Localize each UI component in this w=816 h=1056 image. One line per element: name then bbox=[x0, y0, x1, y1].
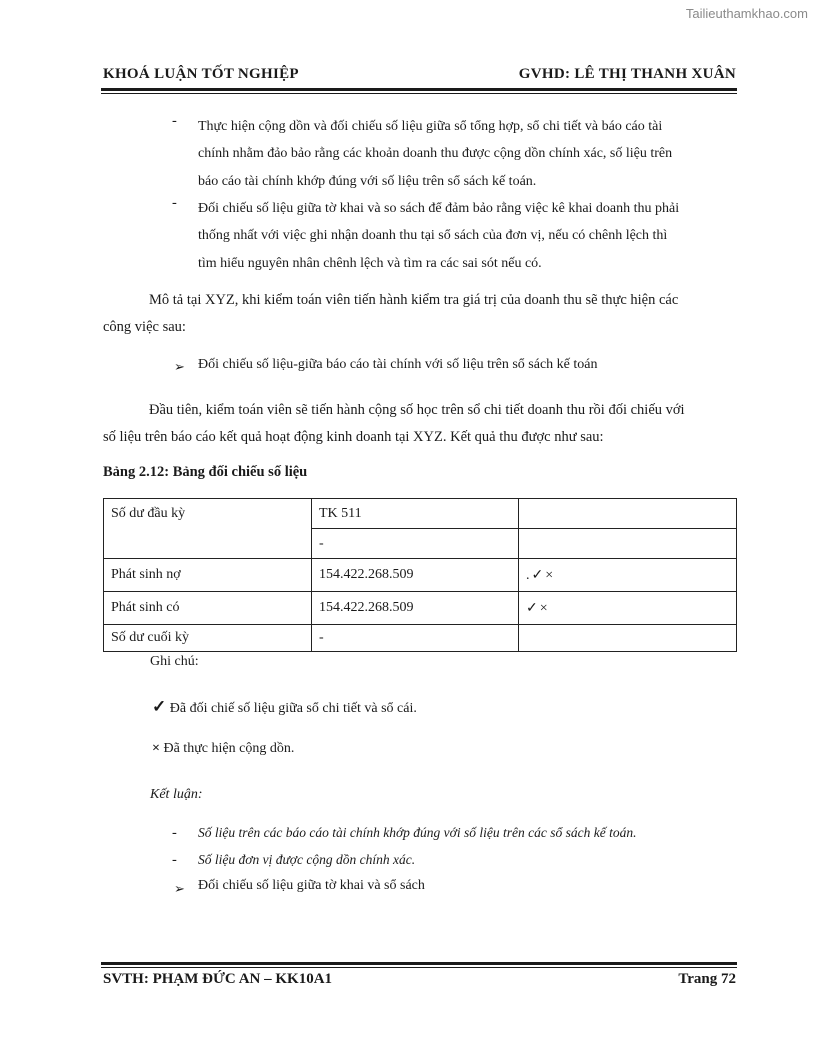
credit-value: 154.422.268.509 bbox=[312, 592, 519, 625]
sub-item-text: Đối chiếu số liệu-giữa báo cáo tài chính với số liệu trên sổ sách kế toán bbox=[198, 357, 598, 372]
closing-balance-label: Số dư cuối kỳ bbox=[104, 625, 312, 652]
debit-value: 154.422.268.509 bbox=[312, 559, 519, 592]
bullet-marker: - bbox=[172, 825, 177, 841]
table-caption: Bảng 2.12: Bảng đối chiếu số liệu bbox=[103, 464, 308, 480]
watermark: Tailieuthamkhao.com bbox=[685, 6, 808, 21]
paragraph-xyz-line1: Mô tả tại XYZ, khi kiểm toán viên tiến hành kiểm tra giá trị của doanh thu sẽ thực hiện các bbox=[149, 292, 679, 308]
table-cell-empty bbox=[519, 625, 737, 652]
arrow-bullet-icon: ➢ bbox=[174, 359, 185, 374]
bullet-marker: - bbox=[172, 852, 177, 868]
conclusion-label: Kết luận: bbox=[150, 787, 203, 802]
header-thesis-title: KHOÁ LUẬN TỐT NGHIỆP bbox=[103, 66, 299, 82]
arrow-bullet-icon: ➢ bbox=[174, 881, 185, 896]
cross-icon: × bbox=[152, 741, 160, 756]
bullet-line: thống nhất với việc ghi nhận doanh thu tại sổ sách của đơn vị, nếu có chênh lệch thì bbox=[198, 228, 668, 244]
table-cell-empty bbox=[519, 529, 737, 559]
reconciliation-table bbox=[103, 498, 737, 652]
closing-balance-value: - bbox=[312, 625, 519, 652]
footer-page-number: Trang 72 bbox=[678, 971, 736, 987]
check-icon: ✓ bbox=[152, 697, 167, 716]
opening-balance-label: Số dư đầu kỳ bbox=[104, 499, 312, 559]
notes-label: Ghi chú: bbox=[150, 654, 199, 669]
debit-check-mark: .✓× bbox=[519, 559, 737, 592]
header-rule bbox=[101, 88, 737, 91]
footer-rule bbox=[101, 962, 737, 965]
bullet-item-reconcile-declaration bbox=[198, 195, 738, 277]
bullet-line: báo cáo tài chính khớp đúng với số liệu trên sổ sách kế toán. bbox=[198, 173, 537, 189]
conclusion-item: Số liệu đơn vị được cộng dồn chính xác. bbox=[198, 852, 416, 867]
paragraph-xyz-line2: công việc sau: bbox=[103, 319, 186, 335]
bullet-line: Thực hiện cộng dồn và đối chiếu số liệu giữa sổ tổng hợp, sổ chi tiết và báo cáo tài bbox=[198, 119, 663, 134]
header-rule-thin bbox=[101, 93, 737, 94]
table-row bbox=[104, 559, 737, 592]
footer-student: SVTH: PHẠM ĐỨC AN – KK10A1 bbox=[103, 971, 333, 987]
header-supervisor: GVHD: LÊ THỊ THANH XUÂN bbox=[518, 66, 736, 82]
legend-cross-text: Đã thực hiện cộng dồn. bbox=[163, 741, 295, 756]
conclusion-item: Số liệu trên các báo cáo tài chính khớp đúng với số liệu trên các sổ sách kế toán. bbox=[198, 825, 637, 840]
legend-cross bbox=[152, 741, 294, 757]
opening-balance-value: - bbox=[312, 529, 519, 559]
opening-account: TK 511 bbox=[312, 499, 519, 529]
bullet-line: Đối chiếu số liệu giữa tờ khai và so sách để đảm bảo rằng việc kê khai doanh thu phải bbox=[198, 201, 680, 216]
bullet-line: tìm hiểu nguyên nhân chênh lệch và tìm ra các sai sót nếu có. bbox=[198, 255, 542, 271]
table-row bbox=[104, 625, 737, 652]
bullet-item-reconcile-ledgers bbox=[198, 113, 738, 195]
bullet-line: chính nhằm đảo bảo rằng các khoản doanh thu được cộng dồn chính xác, số liệu trên bbox=[198, 146, 673, 162]
table-cell-empty bbox=[519, 499, 737, 529]
paragraph-first-line1: Đầu tiên, kiểm toán viên sẽ tiến hành cộng số học trên sổ chi tiết doanh thu rồi đối chiếu với bbox=[149, 402, 685, 418]
paragraph-first-line2: số liệu trên báo cáo kết quả hoạt động kinh doanh tại XYZ. Kết quả thu được như sau: bbox=[103, 429, 604, 445]
credit-label: Phát sinh có bbox=[104, 592, 312, 625]
footer-rule-thin bbox=[101, 967, 737, 968]
table-row bbox=[104, 499, 737, 529]
credit-check-mark: ✓× bbox=[519, 592, 737, 625]
bullet-marker: - bbox=[172, 195, 177, 211]
table-row bbox=[104, 592, 737, 625]
bullet-marker: - bbox=[172, 113, 177, 129]
legend-check-text: Đã đối chiế số liệu giữa sổ chi tiết và sổ cái. bbox=[169, 701, 417, 716]
legend-check bbox=[152, 697, 417, 717]
next-step-text: Đối chiếu số liệu giữa tờ khai và sổ sách bbox=[198, 878, 425, 893]
debit-label: Phát sinh nợ bbox=[104, 559, 312, 592]
